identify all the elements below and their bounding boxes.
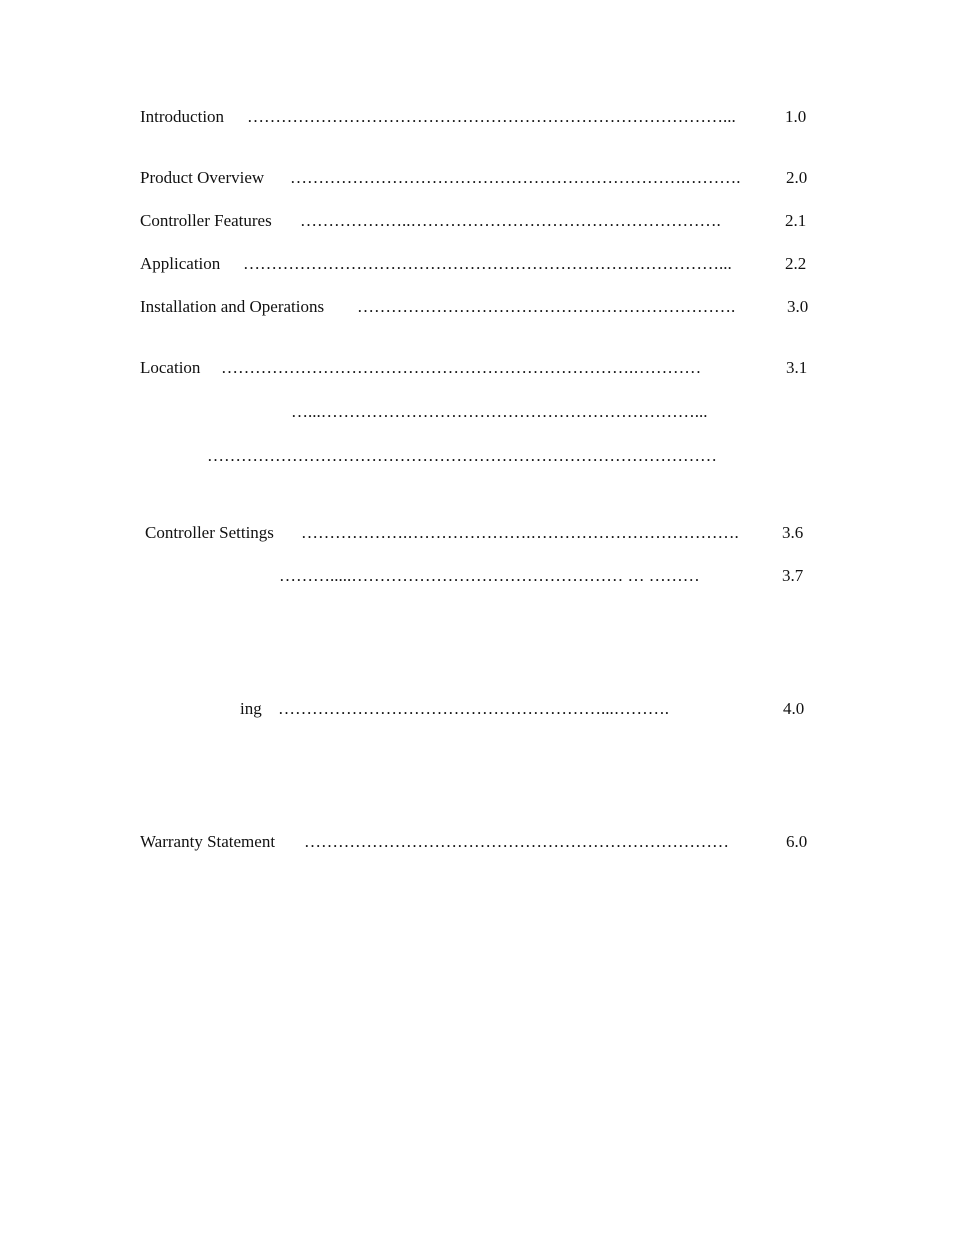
toc-section-number: 1.0 [785,107,807,126]
toc-leader-dots: …………………………………………………………………………... [247,107,736,126]
toc-leader-dots: ………………………………………………………………… [304,832,729,851]
toc-title: Controller Features [140,211,272,230]
toc-title: Warranty Statement [140,832,276,851]
toc-section-number: 3.7 [782,566,804,585]
toc-leader-dots: …………………………………………………………….………. [290,168,741,187]
toc-leader-dots: ……………………………………………………………….………… [221,358,702,377]
toc-section-number: 3.6 [782,523,804,542]
toc-title: ing [240,699,262,718]
toc-title: Installation and Operations [140,297,325,316]
toc-title: Product Overview [140,168,265,187]
toc-section-number: 6.0 [786,832,808,851]
toc-section-number: 3.1 [786,358,808,377]
toc-leader-dots: ………………..………………………………………………. [300,211,721,230]
toc-title: Location [140,358,201,377]
toc-leader-dots: ……….....………………………………………… … ……… [279,566,700,585]
toc-section-number: 4.0 [783,699,805,718]
toc-section-number: 3.0 [787,297,809,316]
toc-leader-dots: …...…………………………………………………………... [291,402,708,421]
toc-title: Introduction [140,107,225,126]
toc-section-number: 2.0 [786,168,808,187]
toc-leader-dots: ……………………………………………………………………………… [207,446,717,465]
toc-leader-dots: …………………………………………………...………. [278,699,669,718]
toc-leader-dots: ……………….………………….………………………………. [301,523,739,542]
toc-title: Application [140,254,221,273]
toc-leader-dots: …………………………………………………………………………... [243,254,732,273]
toc-leader-dots: …………………………………………………………. [357,297,736,316]
toc-section-number: 2.2 [785,254,807,273]
toc-title: Controller Settings [145,523,274,542]
toc-section-number: 2.1 [785,211,807,230]
